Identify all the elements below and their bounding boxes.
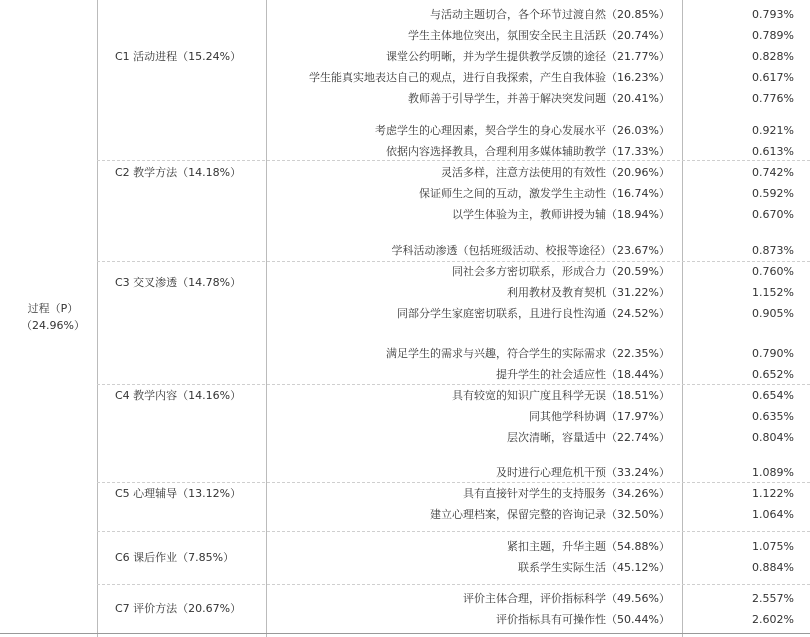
indicator-cell: 课堂公约明晰，并为学生提供教学反馈的途径（21.77%） (386, 50, 670, 63)
indicator-cell: 同部分学生家庭密切联系，且进行良性沟通（24.52%） (397, 307, 670, 320)
value-cell: 1.075% (752, 540, 794, 553)
indicator-cell: 满足学生的需求与兴趣，符合学生的实际需求（22.35%） (386, 347, 670, 360)
row-divider (97, 584, 810, 585)
value-cell: 0.921% (752, 124, 794, 137)
row-divider (97, 531, 810, 532)
indicator-cell: 学科活动渗透（包括班级活动、校报等途径）（23.67%） (391, 244, 670, 257)
criterion-c1: C1 活动进程（15.24%） (115, 50, 242, 63)
indicator-cell: 学生能真实地表达自己的观点，进行自我探索，产生自我体验（16.23%） (309, 71, 670, 84)
column-divider-left (97, 0, 98, 637)
indicator-cell: 评价主体合理，评价指标科学（49.56%） (463, 592, 670, 605)
indicator-cell: 利用教材及教育契机（31.22%） (507, 286, 670, 299)
value-cell: 0.828% (752, 50, 794, 63)
criterion-c3: C3 交叉渗透（14.78%） (115, 276, 242, 289)
row-divider (97, 160, 810, 161)
indicator-cell: 学生主体地位突出，氛围安全民主且活跃（20.74%） (408, 29, 670, 42)
indicator-cell: 保证师生之间的互动，激发学生主动性（16.74%） (419, 187, 670, 200)
indicator-cell: 及时进行心理危机干预（33.24%） (496, 466, 670, 479)
value-cell: 0.652% (752, 368, 794, 381)
value-cell: 0.776% (752, 92, 794, 105)
indicator-cell: 依据内容选择教具，合理利用多媒体辅助教学（17.33%） (386, 145, 670, 158)
row-divider (97, 261, 810, 262)
value-cell: 1.122% (752, 487, 794, 500)
indicator-cell: 以学生体验为主，教师讲授为辅（18.94%） (452, 208, 670, 221)
indicator-cell: 层次清晰，容量适中（22.74%） (507, 431, 670, 444)
value-cell: 2.602% (752, 613, 794, 626)
criterion-c6: C6 课后作业（7.85%） (115, 551, 235, 564)
indicator-cell: 灵活多样，注意方法使用的有效性（20.96%） (441, 166, 670, 179)
table-bottom-border (0, 633, 810, 634)
value-cell: 0.905% (752, 307, 794, 320)
row-divider (97, 482, 810, 483)
value-cell: 0.789% (752, 29, 794, 42)
indicator-cell: 提升学生的社会适应性（18.44%） (496, 368, 670, 381)
indicator-cell: 同其他学科协调（17.97%） (529, 410, 670, 423)
value-cell: 1.064% (752, 508, 794, 521)
indicator-cell: 教师善于引导学生，并善于解决突发问题（20.41%） (408, 92, 670, 105)
criterion-c7: C7 评价方法（20.67%） (115, 602, 242, 615)
indicator-cell: 联系学生实际生活（45.12%） (518, 561, 670, 574)
value-cell: 0.793% (752, 8, 794, 21)
row-divider (97, 384, 810, 385)
criterion-c4: C4 教学内容（14.16%） (115, 389, 242, 402)
criterion-c5: C5 心理辅导（13.12%） (115, 487, 242, 500)
value-cell: 0.592% (752, 187, 794, 200)
value-cell: 0.804% (752, 431, 794, 444)
indicator-cell: 具有直接针对学生的支持服务（34.26%） (463, 487, 670, 500)
value-cell: 0.654% (752, 389, 794, 402)
value-cell: 0.613% (752, 145, 794, 158)
value-cell: 0.617% (752, 71, 794, 84)
indicator-cell: 建立心理档案，保留完整的咨询记录（32.50%） (430, 508, 670, 521)
value-cell: 0.742% (752, 166, 794, 179)
value-cell: 0.670% (752, 208, 794, 221)
criterion-c2: C2 教学方法（14.18%） (115, 166, 242, 179)
indicator-cell: 考虑学生的心理因素，契合学生的身心发展水平（26.03%） (375, 124, 670, 137)
indicator-cell: 紧扣主题，升华主题（54.88%） (507, 540, 670, 553)
indicator-cell: 同社会多方密切联系，形成合力（20.59%） (452, 265, 670, 278)
column-divider-middle (266, 0, 267, 637)
process-cell (18, 300, 88, 334)
indicator-cell: 与活动主题切合，各个环节过渡自然（20.85%） (430, 8, 670, 21)
value-cell: 2.557% (752, 592, 794, 605)
indicator-cell: 具有较宽的知识广度且科学无误（18.51%） (452, 389, 670, 402)
value-cell: 0.873% (752, 244, 794, 257)
value-cell: 0.884% (752, 561, 794, 574)
value-cell: 0.635% (752, 410, 794, 423)
value-cell: 0.760% (752, 265, 794, 278)
column-divider-right (682, 0, 683, 637)
process-weight: （24.96%） (21, 319, 85, 332)
value-cell: 1.089% (752, 466, 794, 479)
value-cell: 0.790% (752, 347, 794, 360)
indicator-cell: 评价指标具有可操作性（50.44%） (496, 613, 670, 626)
value-cell: 1.152% (752, 286, 794, 299)
process-label: 过程（P） (27, 302, 79, 315)
